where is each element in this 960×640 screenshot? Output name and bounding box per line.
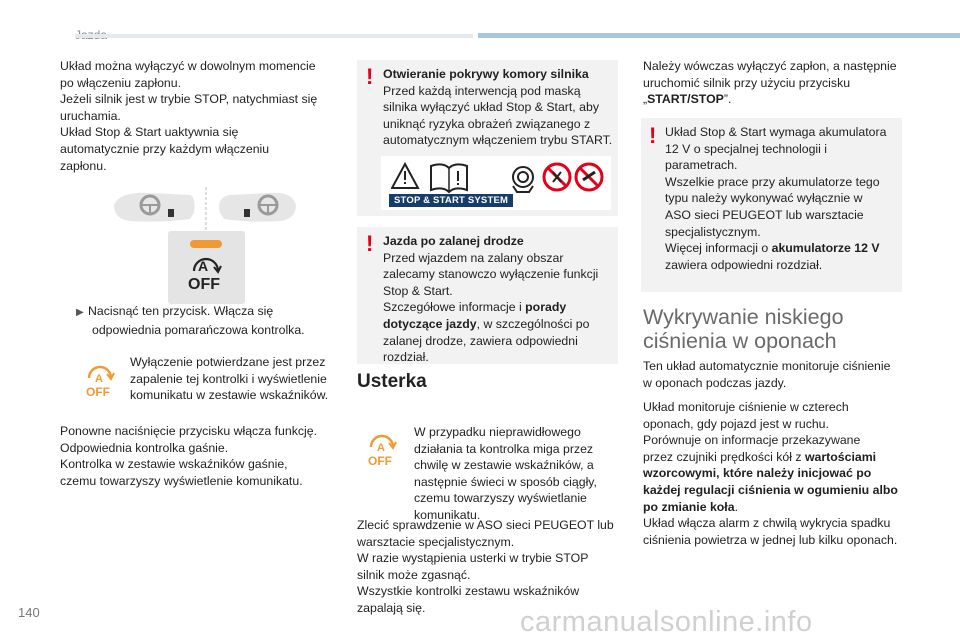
text-line: W razie wystąpienia usterki w trybie STOP [357,551,589,565]
bullet-icon: ▶ [76,307,84,318]
text-line: Jeżeli silnik jest w trybie STOP, natychmiast się [60,92,318,107]
warning-box-battery [641,118,902,292]
text-line: Układ można wyłączyć w dowolnym momencie [60,59,316,73]
step-text: Nacisnąć ten przycisk. Włącza się [88,304,274,318]
heading-line: Wykrywanie niskiego [643,305,844,329]
text-line: silnik może zgasnąć. [357,567,471,582]
indicator-note [130,354,350,404]
col1-para1 [60,58,345,174]
text-line: Zlecić sprawdzenie w ASO sieci PEUGEOT lub [357,518,614,532]
label-text: STOP & START SYSTEM [389,194,513,207]
text-line: zapłonu. [60,158,107,173]
text-line: automatycznie przy każdym włączeniu [60,141,270,156]
a-off-fault-icon [364,431,400,467]
warning-box-hood [357,60,618,216]
tpms-intro [643,358,943,391]
text-line: Przed każdą interwencją pod maską [383,83,581,98]
text-line: Wyłączenie potwierdzane jest przez [130,355,326,369]
text-line: następnie świeci w sposób ciągły, [414,474,597,489]
text-line: Wszystkie kontrolki zestawu wskaźników [357,584,580,599]
text-line: zalanej drodze, zawiera odpowiedni [383,333,578,348]
text-line: Szczegółowe informacje i porady [383,300,567,315]
heading-line: ciśnienia w oponach [643,329,837,353]
warning-title: Otwieranie pokrywy komory silnika [383,67,589,81]
text-line: „START/STOP”. [643,92,732,107]
warning-icon: ! [649,123,657,148]
text-line: komunikatu w zestawie wskaźników. [130,388,329,403]
fault-check-para [357,517,627,550]
text-line [76,303,356,322]
text-line: Ponowne naciśnięcie przycisku włącza funkcję. [60,424,317,438]
indicator-led [190,240,222,248]
svg-text:A: A [95,373,103,385]
text-line: zawiera odpowiedni rozdział. [665,257,823,272]
text-line: zalecamy stanowczo wyłączenie funkcji [383,267,599,282]
text-line: czemu towarzyszy wyświetlenie komunikatu. [60,473,303,488]
text-line: odpowiednia pomarańczowa kontrolka. [92,322,305,337]
header-rule-right [478,33,960,38]
text-line: uruchamia. [60,108,121,123]
warning-title: Jazda po zalanej drodze [383,234,524,248]
section-heading-tpms [643,305,943,353]
text-line: zapalenie tej kontrolki i wyświetlenie [130,371,327,386]
text-line: Więcej informacji o akumulatorze 12 V [665,241,880,256]
text-line: ciśnienia powietrza w jednej lub kilku oponach. [643,532,898,547]
text-line: wzorcowymi, które należy inicjować po [643,466,872,481]
text-line: Układ Stop & Start wymaga akumulatora [665,125,887,139]
svg-text:OFF: OFF [368,454,392,467]
text-line: W przypadku nieprawidłowego [414,425,581,439]
text-line: dotyczące jazdy, w szczególności po [383,316,590,331]
page-number: 140 [18,605,40,620]
header-rule-left [75,34,473,38]
text-line: działania ta kontrolka miga przez [414,441,594,456]
dashboard-illustration [110,185,300,235]
warning-icon: ! [366,231,374,256]
tpms-monitor [643,399,943,548]
text-line: Należy wówczas wyłączyć zapłon, a następnie [643,59,897,73]
text-line: każdej regulacji ciśnienia w ogumieniu albo [643,482,898,497]
text-line: automatycznym włączeniem trybu START. [383,133,613,148]
warning-icon: ! [366,64,374,89]
text-line: 12 V o specjalnej technologii i [665,141,828,156]
text-line: w oponach podczas jazdy. [643,375,787,390]
text-line: Odpowiednia kontrolka gaśnie. [60,440,229,455]
text-line: chwilę w zestawie wskaźników, a [414,458,594,473]
step-1 [76,303,356,338]
text-line: rozdział. [383,350,429,365]
svg-text:OFF: OFF [86,385,110,398]
stop-start-label [381,156,611,210]
text-line: uruchomić silnik przy użyciu przycisku [643,75,851,90]
watermark: carmanualsonline.info [520,606,813,638]
section-heading-fault: Usterka [357,371,427,392]
svg-text:A: A [377,442,385,454]
text-line: Porównuje on informacje przekazywane [643,433,861,448]
warning-box-flooded-road [357,227,618,364]
button-letter: A [198,258,209,274]
text-line: oponach, gdy pojazd jest w ruchu. [643,416,829,431]
text-line: typu należy wykonywać wyłącznie w [665,191,863,206]
text-line: uniknąć ryzyka obrażeń związanego z [383,116,591,131]
text-line: po włączeniu zapłonu. [60,75,181,90]
text-line: specjalistycznym. [665,224,761,239]
text-line: Stop & Start. [383,283,453,298]
button-label: OFF [188,276,220,293]
text-line: czemu towarzyszy wyświetlanie [414,491,587,506]
text-line: zapalają się. [357,600,426,615]
text-line: parametrach. [665,158,738,173]
text-line: Wszelkie prace przy akumulatorze tego [665,174,880,189]
a-off-warning-icon [82,362,118,398]
text-line: Ten układ automatycznie monitoruje ciśnienie [643,359,891,373]
text-line: komunikatu. [414,507,481,522]
fault-note [414,424,619,524]
text-line: Układ monitoruje ciśnienie w czterech [643,400,849,414]
text-line: przez czujniki prędkości kół z wartościami [643,449,877,464]
text-line: silnika wyłączyć układ Stop & Start, aby [383,100,599,115]
text-line: Układ włącza alarm z chwilą wykrycia spadku [643,516,891,531]
col1-para2 [60,423,350,489]
text-line: Przed wjazdem na zalany obszar [383,250,564,265]
text-line: warsztacie specjalistycznym. [357,534,515,549]
stop-start-off-button[interactable] [168,231,245,304]
text-line: Kontrolka w zestawie wskaźników gaśnie, [60,457,288,472]
col3-para1 [643,58,943,108]
label-pictograms [391,162,606,194]
text-line: Układ Stop & Start uaktywnia się [60,125,239,140]
text-line: ASO sieci PEUGEOT lub warsztacie [665,207,864,222]
text-line: po zmianie koła. [643,499,738,514]
